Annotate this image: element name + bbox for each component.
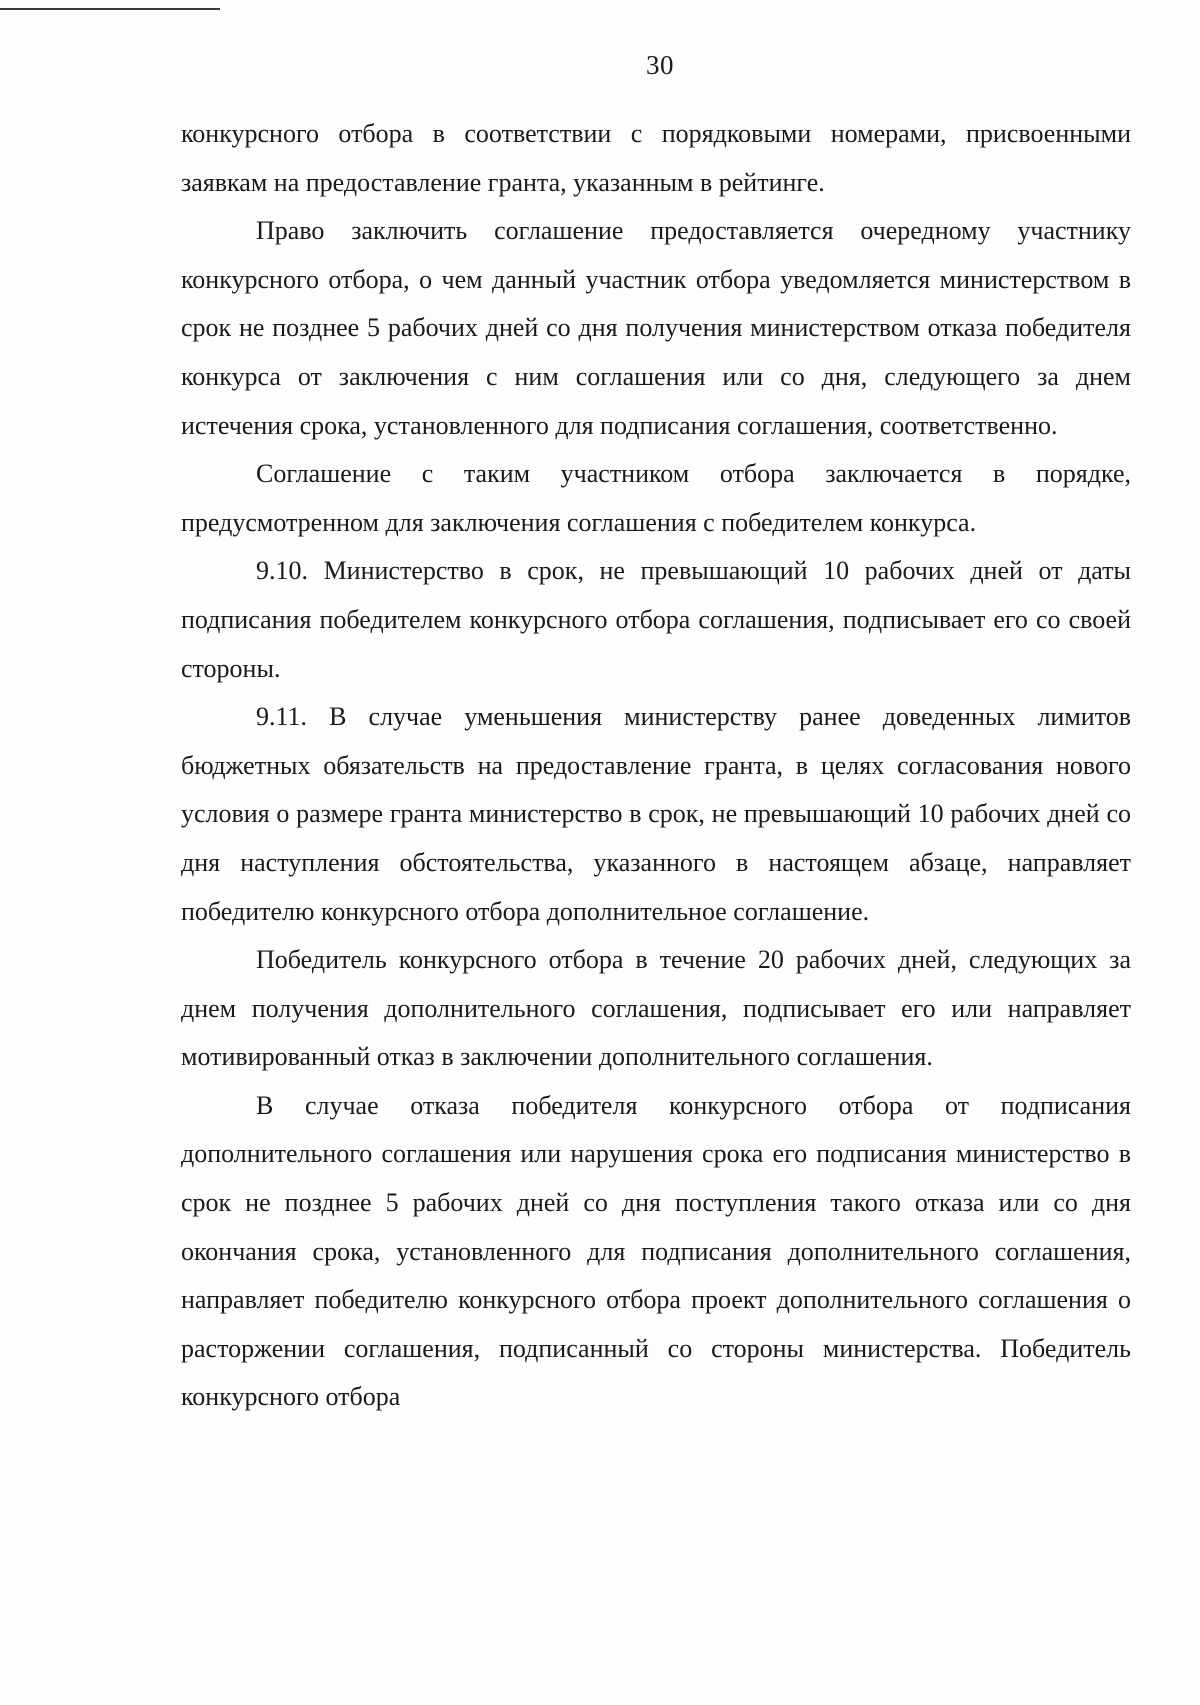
- document-body: [181, 110, 1131, 1422]
- page-number: 30: [646, 50, 674, 80]
- paragraph: Право заключить соглашение предоставляется очередному участнику конкурсного отбора, о чем данный участник отбора уведомляется министерством в срок не позднее 5 рабочих дней со дня получения министерством отказа победителя конкурса от заключения с ним соглашения или со дня, следующего за днем истечения срока, установленного для подписания соглашения, соответственно.: [181, 216, 1131, 440]
- scan-edge-line: [0, 8, 220, 10]
- paragraph: Соглашение с таким участником отбора заключается в порядке, предусмотренном для заключения соглашения с победителем конкурса.: [181, 459, 1131, 537]
- paragraph: В случае отказа победителя конкурсного отбора от подписания дополнительного соглашения или нарушения срока его подписания министерство в срок не позднее 5 рабочих дней со дня поступления такого отказа или со дня окончания срока, установленного для подписания дополнительного соглашения, направляет победителю конкурсного отбора проект дополнительного соглашения о расторжении соглашения, подписанный со стороны министерства. Победитель конкурсного отбора: [181, 1090, 1131, 1412]
- paragraph: 9.10. Министерство в срок, не превышающий 10 рабочих дней от даты подписания победителем конкурсного отбора соглашения, подписывает его со своей стороны.: [181, 556, 1131, 683]
- paragraph: 9.11. В случае уменьшения министерству ранее доведенных лимитов бюджетных обязательств на предоставление гранта, в целях согласования нового условия о размере гранта министерство в срок, не превышающий 10 рабочих дней со дня наступления обстоятельства, указанного в настоящем абзаце, направляет победителю конкурсного отбора дополнительное соглашение.: [181, 702, 1131, 926]
- paragraph: конкурсного отбора в соответствии с порядковыми номерами, присвоенными заявкам на предоставление гранта, указанным в рейтинге.: [181, 119, 1131, 197]
- paragraph: Победитель конкурсного отбора в течение 20 рабочих дней, следующих за днем получения дополнительного соглашения, подписывает его или направляет мотивированный отказ в заключении дополнительного соглашения.: [181, 945, 1131, 1072]
